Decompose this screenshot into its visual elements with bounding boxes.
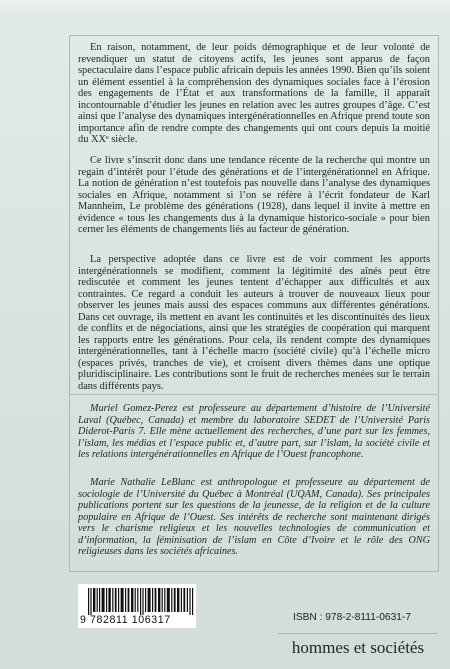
author-bio-2 [78, 477, 430, 558]
paragraph-text: La perspective adoptée dans ce livre est de voir comment les apports intergénérationnels se modifient, comment la légitimité des aînés peut être rediscutée et comment les jeunes tentent d’échapper aux difficultés et aux contraintes. Ce regard a conduit les auteurs à trouver de nouveaux lieux pour observer les jeunes mais aussi des espaces communs aux différentes générations. Dans cet ouvrage, ils mettent en avant les continuités et les discontinuités des lieux de conflits et de négociations, ainsi que les stratégies de coopération qui marquent les rapports entre les générations. Pour cela, ils rendent compte des dynamiques intergénérationnelles, tant à l’échelle macro (société civile) qu’à l’échelle micro (espaces privés, tranches de vie), et croisent divers thèmes dans une optique pluridisciplinaire. Les contributions sont le fruit de recherches menées sur le terrain dans différents pays. [78, 254, 430, 393]
paragraph-text: En raison, notamment, de leur poids démographique et de leur volonté de revendiquer un statut de citoyens actifs, les jeunes sont apparus de façon spectaculaire dans l’espace public africain depuis les années 1990. Bien qu’ils soient un élément essentiel à la compréhension des dynamiques sociales face à l’érosion des engagements de l’État et aux transformations de la famille, il apparaît incontournable d’étudier les jeunes en relation avec les autres groupes d’âge. C’est ainsi que l’analyse des dynamiques intergénérationnelles en Afrique prend toute son importance afin de rendre compte des changements qui ont cours depuis la moitié du XXᵉ siècle. [78, 42, 431, 146]
barcode-icon [88, 588, 196, 615]
paragraph-3 [78, 254, 430, 393]
bio-text: Muriel Gomez-Perez est professeure au département d’histoire de l’Université Laval (Québec, Canada) et membre du laboratoire SEDET de l’Université Paris Diderot-Paris 7. Elle mène actuellement des recherches, d’une part sur les femmes, l’islam, les médias et l’espace public et, d’autre part, sur l’islam, la société civile et les relations intergénérationnelles en Afrique de l’Ouest francophone. [78, 403, 430, 460]
paragraph-text: Ce livre s’inscrit donc dans une tendance récente de la recherche qui montre un regain d’intérêt pour l’étude des générations et de l’intergénérationnel en Afrique. La notion de génération n’est toutefois pas nouvelle dans l’analyse des dynamiques sociales en Afrique, notamment si l’on se réfère à l’écrit fondateur de Karl Mannheim, Le problème des générations (1928), dans lequel il invite à mettre en évidence « tous les changements dus à la dynamique historico-sociale » pour bien cerner les éléments de changements liés au facteur de génération. [78, 155, 430, 236]
paragraph-2 [78, 155, 430, 236]
author-bio-1 [78, 403, 430, 461]
barcode-number: 9 782811 106317 [80, 614, 171, 626]
cover-top-edge [0, 0, 450, 14]
bio-text: Marie Nathalie LeBlanc est anthropologue et professeure au département de sociologie de l’Université du Québec à Montréal (UQAM, Canada). Ses principales publications portent sur les questions de la jeunesse, de la religion et de la culture populaire en Afrique de l’Ouest. Ses intérêts de recherche sont maintenant dirigés vers le charisme religieux et les nouvelles technologies de communication et d’information, la féminisation de l’islam en Côte d’Ivoire et le rôle des ONG religieuses dans les sociétés africaines. [78, 477, 430, 557]
section-divider [69, 394, 438, 395]
isbn-label: ISBN : 978-2-8111-0631-7 [293, 612, 411, 623]
paragraph-1 [78, 42, 430, 146]
collection-name: hommes et sociétés [278, 633, 438, 663]
